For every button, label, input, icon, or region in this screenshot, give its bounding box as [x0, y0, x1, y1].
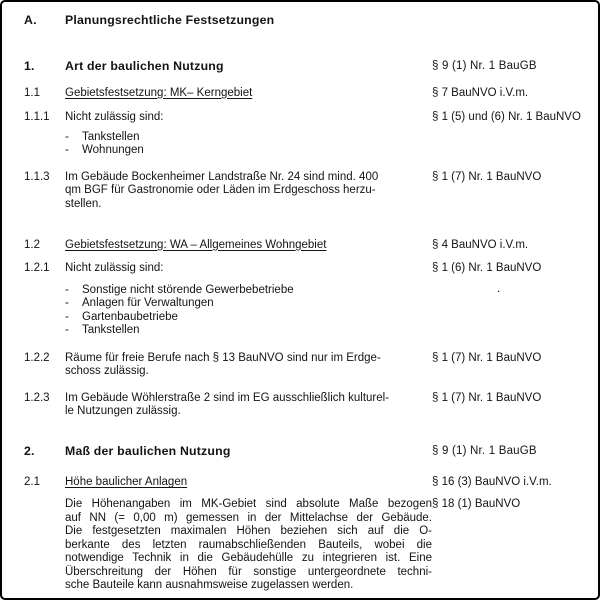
legal-reference: [432, 13, 598, 27]
paragraph-line: Räume für freie Berufe nach § 13 BauNVO sind nur im Erdge-: [65, 351, 381, 364]
legal-reference: § 1 (7) Nr. 1 BauNVO: [432, 391, 542, 404]
section-1-heading: [24, 59, 598, 73]
paragraph-line: auf NN (= 0,00 m) gemessen in der Mittelachse der Gebäude.: [65, 511, 432, 524]
spacer: [432, 131, 598, 158]
legal-reference: § 18 (1) BauNVO: [432, 498, 521, 510]
section-2-1-heading: [24, 476, 598, 490]
section-a-heading: [24, 13, 598, 27]
spacer: [24, 498, 65, 593]
section-title: Planungsrechtliche Festsetzungen: [65, 13, 275, 27]
section-2-1-body: [24, 498, 598, 593]
spacer: [432, 284, 598, 338]
bullet-dash: -: [65, 297, 69, 309]
section-number: 2.1: [24, 476, 40, 488]
section-title: Nicht zulässig sind:: [65, 261, 164, 274]
section-1-1-heading: [24, 87, 598, 101]
section-title: Höhe baulicher Anlagen: [65, 476, 188, 488]
section-1-2-heading: [24, 239, 598, 253]
paragraph-line: schoss zulässig.: [65, 365, 149, 377]
section-number: 1.2.3: [24, 391, 50, 404]
section-number: 1.2.1: [24, 261, 50, 274]
legal-reference: § 1 (7) Nr. 1 BauNVO: [432, 170, 542, 183]
paragraph-line: Überschreitung der Höhen für sonstige untergeordnete techni-: [65, 565, 432, 578]
section-number: 1.2: [24, 238, 40, 251]
paragraph-line: Im Gebäude Wöhlerstraße 2 sind im EG ausschließlich kulturel-: [65, 391, 390, 404]
legal-reference: § 7 BauNVO i.V.m.: [432, 86, 529, 99]
list-item: [65, 311, 432, 325]
list-item: [65, 324, 432, 338]
list-item: [65, 284, 432, 298]
section-1-1-3: [24, 171, 598, 212]
paragraph-line: stellen.: [65, 197, 102, 210]
list-item-text: Tankstellen: [82, 324, 140, 336]
section-title: Gebietsfestsetzung: WA – Allgemeines Wohngebiet: [65, 238, 327, 251]
list-item-text: Tankstellen: [82, 130, 140, 143]
section-number: A.: [24, 13, 37, 27]
legal-reference: § 16 (3) BauNVO i.V.m.: [432, 476, 552, 488]
section-2-heading: [24, 444, 598, 458]
section-number: 1.1.3: [24, 170, 50, 183]
section-title: Art der baulichen Nutzung: [65, 59, 224, 73]
legal-reference: § 9 (1) Nr. 1 BauGB: [432, 444, 537, 457]
list-item-text: Sonstige nicht störende Gewerbebetriebe: [82, 283, 294, 296]
bullet-list-1-2-1: [24, 284, 598, 338]
paragraph-line: berkante des letzten raumabschließenden Bauteils, wobei die: [65, 538, 432, 551]
paragraph-line: notwendige Technik in die Gebäudehülle zu integrieren ist. Eine: [65, 552, 432, 564]
section-number: 1.1.1: [24, 110, 50, 123]
paragraph-line: le Nutzungen zulässig.: [65, 405, 181, 417]
list-item: [65, 297, 432, 311]
list-item-text: Gartenbaubetriebe: [82, 310, 178, 323]
spacer: [24, 131, 65, 158]
paragraph-line: Im Gebäude Bockenheimer Landstraße Nr. 24 sind mind. 400: [65, 170, 379, 183]
section-title: Gebietsfestsetzung: MK– Kerngebiet: [65, 86, 253, 99]
paragraph-line: Die festgesetzten maximalen Höhen beziehen sich auf die O-: [65, 525, 432, 537]
bullet-dash: -: [65, 310, 69, 323]
bullet-dash: -: [65, 130, 69, 143]
spacer: [24, 284, 65, 338]
bullet-dash: -: [65, 324, 69, 336]
paragraph-line: Die Höhenangaben im MK-Gebiet sind absolute Maße bezogen: [65, 498, 432, 510]
paragraph-line: qm BGF für Gastronomie oder Läden im Erdgeschoss herzu-: [65, 184, 376, 196]
section-number: 1.: [24, 59, 35, 73]
section-1-2-2: [24, 352, 598, 379]
bullet-list-1-1-1: [24, 131, 598, 158]
legal-reference: § 9 (1) Nr. 1 BauGB: [432, 60, 537, 72]
section-number: 1.2.2: [24, 351, 50, 364]
legal-reference: § 4 BauNVO i.V.m.: [432, 238, 529, 251]
legal-reference: § 1 (6) Nr. 1 BauNVO: [432, 261, 542, 274]
section-1-2-3: [24, 392, 598, 419]
section-number: 2.: [24, 443, 35, 458]
legal-reference: § 1 (5) und (6) Nr. 1 BauNVO: [432, 110, 581, 123]
section-title: Maß der baulichen Nutzung: [65, 443, 231, 458]
section-1-1-1-heading: [24, 111, 598, 125]
section-title: Nicht zulässig sind:: [65, 110, 164, 123]
list-item-text: Anlagen für Verwaltungen: [82, 297, 214, 309]
stray-dot-artifact: .: [497, 283, 501, 295]
list-item: [65, 131, 432, 145]
legal-reference: § 1 (7) Nr. 1 BauNVO: [432, 351, 542, 364]
section-1-2-1-heading: [24, 262, 598, 276]
bullet-dash: -: [65, 144, 69, 156]
paragraph-line: sche Bauteile kann ausnahmsweise zugelassen werden.: [65, 579, 354, 591]
list-item: [65, 144, 432, 158]
section-number: 1.1: [24, 86, 40, 99]
bullet-dash: -: [65, 283, 69, 296]
list-item-text: Wohnungen: [82, 144, 144, 156]
